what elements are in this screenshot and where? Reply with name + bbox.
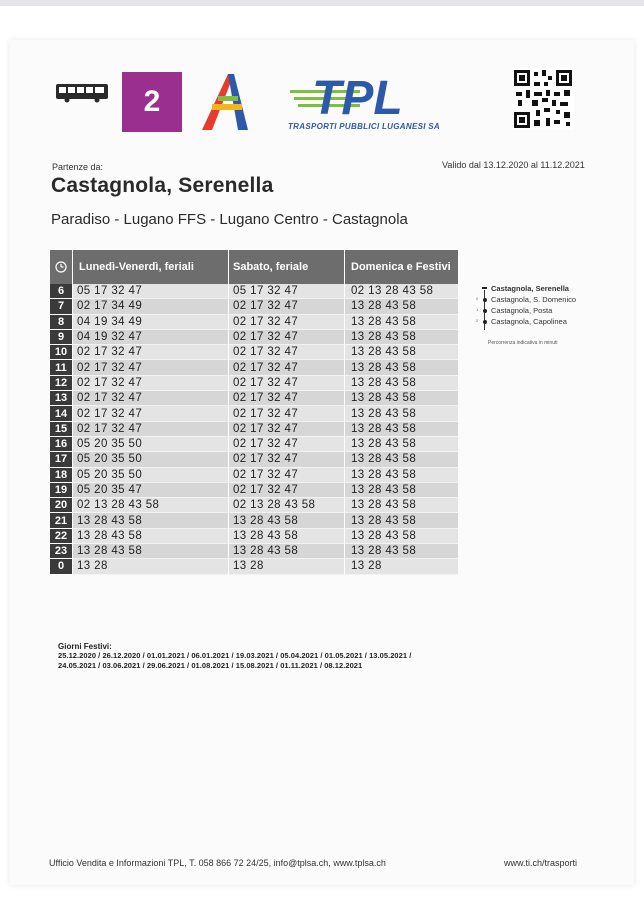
line-number-badge: 2 xyxy=(122,72,182,132)
timetable-row xyxy=(50,559,458,574)
stop-item xyxy=(476,306,606,317)
hour-cell: 18 xyxy=(50,468,72,483)
saturday-times: 02 17 32 47 xyxy=(228,483,344,498)
sunday-times: 13 28 43 58 xyxy=(344,315,458,330)
weekdays-times: 05 17 32 47 xyxy=(72,284,228,299)
hour-cell: 19 xyxy=(50,483,72,498)
hour-cell: 15 xyxy=(50,422,72,437)
stop-item xyxy=(476,284,606,295)
sunday-times: 13 28 43 58 xyxy=(344,345,458,360)
timetable-row xyxy=(50,330,458,345)
sunday-times: 13 28 43 58 xyxy=(344,437,458,452)
saturday-times: 02 13 28 43 58 xyxy=(228,498,344,513)
timetable-row xyxy=(50,513,458,528)
saturday-times: 02 17 32 47 xyxy=(228,360,344,375)
weekdays-times: 13 28 43 58 xyxy=(72,529,228,544)
timetable-row xyxy=(50,468,458,483)
header-weekdays: Lunedì-Venerdì, feriali xyxy=(72,250,228,284)
sunday-times: 13 28 43 58 xyxy=(344,299,458,314)
qr-code-icon[interactable] xyxy=(512,68,574,130)
saturday-times: 02 17 32 47 xyxy=(228,391,344,406)
sunday-times: 13 28 43 58 xyxy=(344,544,458,559)
timetable-row xyxy=(50,391,458,406)
sunday-times: 13 28 43 58 xyxy=(344,498,458,513)
weekdays-times: 02 17 32 47 xyxy=(72,360,228,375)
stop-title: Castagnola, Serenella xyxy=(51,174,274,197)
arcobaleno-logo xyxy=(198,70,252,134)
timetable-row xyxy=(50,345,458,360)
hour-cell: 10 xyxy=(50,345,72,360)
timetable-row xyxy=(50,360,458,375)
hour-cell: 6 xyxy=(50,284,72,299)
saturday-times: 02 17 32 47 xyxy=(228,299,344,314)
stops-list xyxy=(476,284,606,328)
clock-icon xyxy=(50,250,72,284)
saturday-times: 02 17 32 47 xyxy=(228,437,344,452)
bus-icon xyxy=(54,82,110,104)
timetable xyxy=(50,250,458,575)
sunday-times: 13 28 xyxy=(344,559,458,574)
saturday-times: 13 28 xyxy=(228,559,344,574)
weekdays-times: 02 17 32 47 xyxy=(72,345,228,360)
stop-name: Castagnola, Posta xyxy=(491,306,553,315)
weekdays-times: 02 17 32 47 xyxy=(72,422,228,437)
timetable-row xyxy=(50,376,458,391)
sunday-times: 13 28 43 58 xyxy=(344,406,458,421)
sunday-times: 13 28 43 58 xyxy=(344,330,458,345)
sunday-times: 13 28 43 58 xyxy=(344,468,458,483)
stop-dot-icon xyxy=(483,309,487,313)
saturday-times: 02 17 32 47 xyxy=(228,376,344,391)
weekdays-times: 02 17 32 47 xyxy=(72,391,228,406)
weekdays-times: 02 17 32 47 xyxy=(72,406,228,421)
stop-minutes: 1 xyxy=(476,307,479,312)
saturday-times: 02 17 32 47 xyxy=(228,345,344,360)
weekdays-times: 13 28 43 58 xyxy=(72,544,228,559)
operator-subtitle: TRASPORTI PUBBLICI LUGANESI SA xyxy=(288,122,440,131)
holidays-dates-line-1: 25.12.2020 / 26.12.2020 / 01.01.2021 / 06.01.2021 / 19.03.2021 / 05.04.2021 / 01.05.2021 / 13.05.2021 / xyxy=(58,651,412,660)
weekdays-times: 02 17 32 47 xyxy=(72,376,228,391)
stop-item xyxy=(476,295,606,306)
saturday-times: 02 17 32 47 xyxy=(228,452,344,467)
hour-cell: 12 xyxy=(50,376,72,391)
hour-cell: 23 xyxy=(50,544,72,559)
hour-cell: 20 xyxy=(50,498,72,513)
hour-cell: 7 xyxy=(50,299,72,314)
saturday-times: 13 28 43 58 xyxy=(228,513,344,528)
hour-cell: 17 xyxy=(50,452,72,467)
stop-dot-icon xyxy=(483,320,487,324)
saturday-times: 02 17 32 47 xyxy=(228,406,344,421)
hour-cell: 9 xyxy=(50,330,72,345)
weekdays-times: 05 20 35 50 xyxy=(72,452,228,467)
timetable-row xyxy=(50,529,458,544)
hour-cell: 21 xyxy=(50,513,72,528)
header-saturday: Sabato, feriale xyxy=(228,250,344,284)
stop-item xyxy=(476,317,606,328)
weekdays-times: 04 19 32 47 xyxy=(72,330,228,345)
header-sunday: Domenica e Festivi xyxy=(344,250,458,284)
sunday-times: 13 28 43 58 xyxy=(344,391,458,406)
saturday-times: 02 17 32 47 xyxy=(228,422,344,437)
timetable-row xyxy=(50,315,458,330)
sunday-times: 13 28 43 58 xyxy=(344,483,458,498)
saturday-times: 02 17 32 47 xyxy=(228,330,344,345)
sunday-times: 02 13 28 43 58 xyxy=(344,284,458,299)
holidays-title: Giorni Festivi: xyxy=(58,642,112,651)
stop-name: Castagnola, Capolinea xyxy=(491,317,567,326)
hour-cell: 0 xyxy=(50,559,72,574)
route-description: Paradiso - Lugano FFS - Lugano Centro - Castagnola xyxy=(51,211,408,228)
stops-note: Percorrenza indicativa in minuti xyxy=(488,340,558,346)
saturday-times: 13 28 43 58 xyxy=(228,529,344,544)
weekdays-times: 13 28 43 58 xyxy=(72,513,228,528)
timetable-row xyxy=(50,452,458,467)
timetable-sheet xyxy=(10,40,634,885)
sunday-times: 13 28 43 58 xyxy=(344,529,458,544)
weekdays-times: 04 19 34 49 xyxy=(72,315,228,330)
sunday-times: 13 28 43 58 xyxy=(344,360,458,375)
timetable-row xyxy=(50,406,458,421)
saturday-times: 02 17 32 47 xyxy=(228,468,344,483)
stop-minutes: 2 xyxy=(476,318,479,323)
validity-period: Valido dal 13.12.2020 al 11.12.2021 xyxy=(442,160,585,170)
sunday-times: 13 28 43 58 xyxy=(344,513,458,528)
timetable-row xyxy=(50,544,458,559)
stop-name: Castagnola, S. Domenico xyxy=(491,295,577,304)
timetable-header xyxy=(50,250,458,284)
weekdays-times: 02 13 28 43 58 xyxy=(72,498,228,513)
timetable-row xyxy=(50,422,458,437)
departures-label: Partenze da: xyxy=(52,162,104,172)
weekdays-times: 05 20 35 50 xyxy=(72,468,228,483)
timetable-row xyxy=(50,437,458,452)
footer-contact: Ufficio Vendita e Informazioni TPL, T. 058 866 72 24/25, info@tplsa.ch, www.tplsa.ch xyxy=(49,858,386,868)
weekdays-times: 05 20 35 47 xyxy=(72,483,228,498)
hour-cell: 14 xyxy=(50,406,72,421)
weekdays-times: 05 20 35 50 xyxy=(72,437,228,452)
sunday-times: 13 28 43 58 xyxy=(344,452,458,467)
timetable-body xyxy=(50,284,458,575)
stop-dot-icon xyxy=(483,298,487,302)
saturday-times: 13 28 43 58 xyxy=(228,544,344,559)
weekdays-times: 02 17 34 49 xyxy=(72,299,228,314)
weekdays-times: 13 28 xyxy=(72,559,228,574)
timetable-row xyxy=(50,299,458,314)
hour-cell: 11 xyxy=(50,360,72,375)
hour-cell: 22 xyxy=(50,529,72,544)
timetable-row xyxy=(50,483,458,498)
saturday-times: 02 17 32 47 xyxy=(228,315,344,330)
holidays-dates-line-2: 24.05.2021 / 03.06.2021 / 29.06.2021 / 01.08.2021 / 15.08.2021 / 01.11.2021 / 08.12.2021 xyxy=(58,661,363,670)
hour-cell: 16 xyxy=(50,437,72,452)
sunday-times: 13 28 43 58 xyxy=(344,376,458,391)
hour-cell: 13 xyxy=(50,391,72,406)
saturday-times: 05 17 32 47 xyxy=(228,284,344,299)
timetable-row xyxy=(50,284,458,299)
stop-minutes: 0 xyxy=(476,296,479,301)
timetable-row xyxy=(50,498,458,513)
footer-website[interactable]: www.ti.ch/trasporti xyxy=(504,858,578,868)
hour-cell: 8 xyxy=(50,315,72,330)
top-bar xyxy=(0,0,644,6)
tpl-wordmark: TPL xyxy=(312,72,403,124)
stop-dot-icon xyxy=(482,287,487,289)
sunday-times: 13 28 43 58 xyxy=(344,422,458,437)
stop-name: Castagnola, Serenella xyxy=(491,284,569,293)
